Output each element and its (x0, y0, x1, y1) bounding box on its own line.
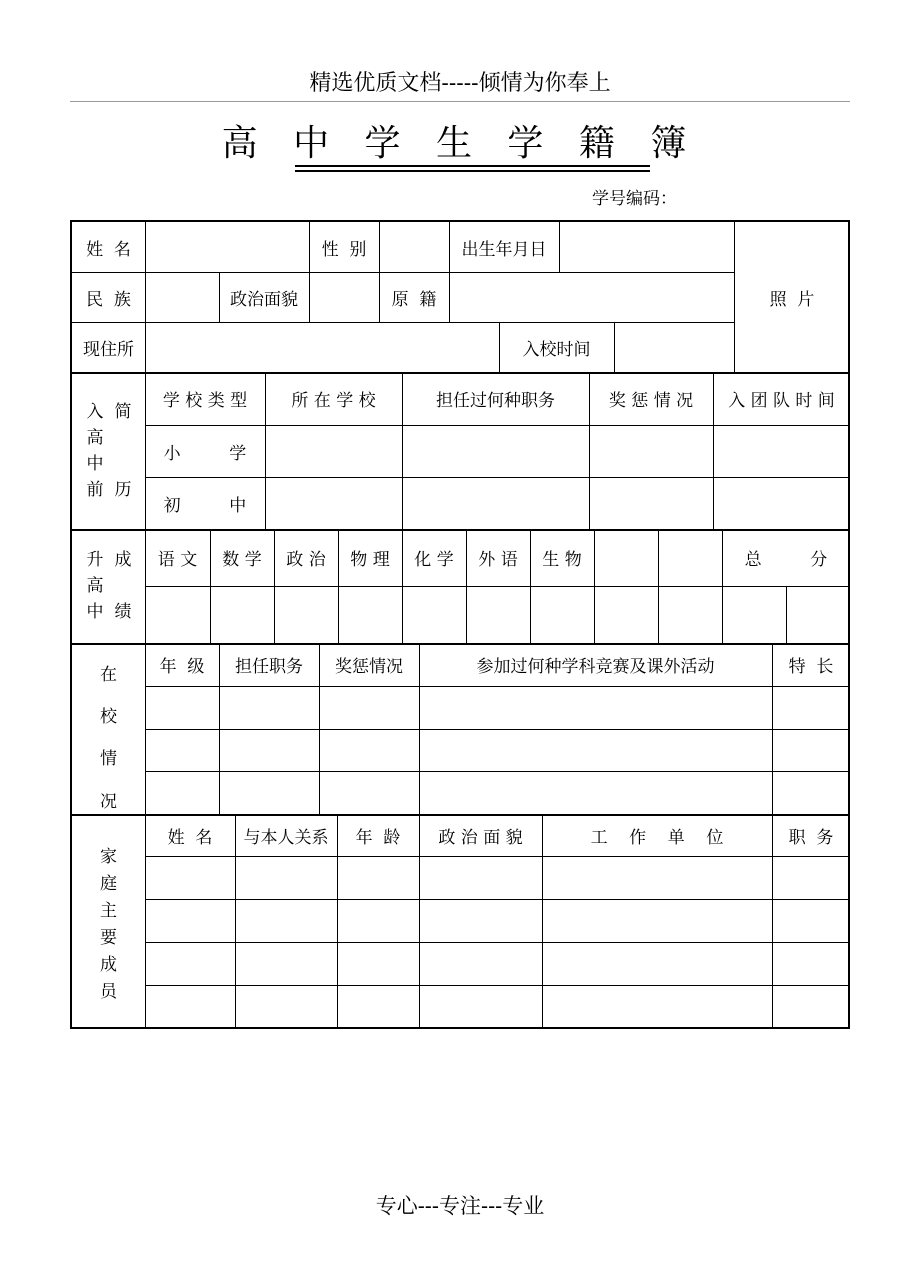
grid-line (145, 586, 850, 587)
label-enroll-date: 入校时间 (522, 339, 591, 360)
section-label-school-4: 况 (100, 791, 117, 812)
subject-math: 数 学 (222, 550, 262, 570)
title-underline (295, 165, 650, 167)
photo-box[interactable]: 照 片 (769, 289, 815, 310)
page-footer: 专心---专注---专业 (375, 1194, 545, 1218)
section-label-school-2: 校 (100, 706, 117, 727)
header-work-unit: 工 作 单 位 (590, 827, 724, 848)
page-header: 精选优质文档-----倾情为你奉上 (309, 71, 611, 96)
section-label-entrance: 升 高 中 (86, 550, 104, 622)
label-gender: 性 别 (321, 239, 367, 260)
section-label-family: 家 庭 主 要 成 员 (100, 846, 117, 1002)
label-ethnicity: 民 族 (86, 289, 131, 310)
subject-biology: 生 物 (542, 550, 582, 570)
header-grade: 年 级 (159, 657, 205, 677)
header-member-political: 政 治 面 貌 (438, 827, 523, 848)
header-school-type: 学 校 类 型 (162, 391, 248, 411)
subject-physics: 物 理 (350, 550, 390, 570)
row-junior-high: 初 中 (163, 495, 247, 516)
field-address[interactable] (145, 322, 499, 372)
header-positions: 担任过何种职务 (436, 391, 555, 411)
header-position: 担任职务 (235, 657, 303, 677)
header-school-name: 所 在 学 校 (291, 391, 376, 411)
field-origin[interactable] (449, 272, 734, 322)
section-label-school-1: 在 (100, 664, 117, 685)
header-rule (70, 101, 850, 102)
header-specialty: 特 长 (788, 657, 834, 677)
label-address: 现住所 (83, 339, 134, 360)
subject-chinese: 语 文 (157, 550, 198, 570)
header-job-title: 职 务 (788, 827, 834, 848)
subject-politics: 政 治 (286, 550, 326, 570)
title-underline-2 (295, 170, 650, 172)
header-member-name: 姓 名 (167, 827, 213, 848)
grid-line (658, 529, 659, 643)
subject-chemistry: 化 学 (414, 550, 454, 570)
label-origin: 原 籍 (391, 289, 437, 310)
label-name: 姓 名 (86, 239, 131, 260)
section-label-scores: 成 绩 (114, 550, 132, 622)
field-birth-date[interactable] (559, 222, 734, 272)
student-id-label: 学号编码： (592, 189, 677, 209)
field-ethnicity[interactable] (145, 272, 219, 322)
section-label-school-3: 情 (100, 748, 117, 769)
field-gender[interactable] (379, 222, 449, 272)
header-competitions: 参加过何种学科竞赛及课外活动 (476, 657, 715, 677)
header-relationship: 与本人关系 (243, 827, 329, 848)
header-age: 年 龄 (355, 827, 401, 848)
field-political-status[interactable] (309, 272, 379, 322)
field-name[interactable] (145, 222, 309, 272)
header-league-join-date: 入 团 队 时 间 (728, 391, 835, 411)
registration-form (70, 220, 850, 1029)
grid-line (145, 942, 850, 943)
header-rewards-penalties: 奖惩情况 (335, 657, 403, 677)
grid-line (594, 529, 595, 643)
label-political-status: 政治面貌 (230, 289, 298, 310)
row-primary-school: 小 学 (163, 443, 247, 464)
grid-line (145, 686, 850, 687)
subject-total: 总 分 (744, 550, 828, 570)
grid-line (145, 856, 850, 857)
grid-line (145, 985, 850, 986)
header-rewards: 奖 惩 情 况 (608, 391, 694, 411)
grid-line (145, 899, 850, 900)
section-label-resume: 简 历 (114, 401, 132, 500)
grid-line (145, 729, 850, 730)
grid-line (786, 586, 787, 643)
grid-line (145, 771, 850, 772)
page-title: 高 中 学 生 学 籍 簿 (221, 123, 699, 164)
label-birth-date: 出生年月日 (461, 239, 547, 260)
section-label-pre-high-school: 入 高 中 前 (86, 401, 104, 500)
subject-foreign-language: 外 语 (478, 550, 518, 570)
field-enroll-date[interactable] (614, 322, 734, 372)
